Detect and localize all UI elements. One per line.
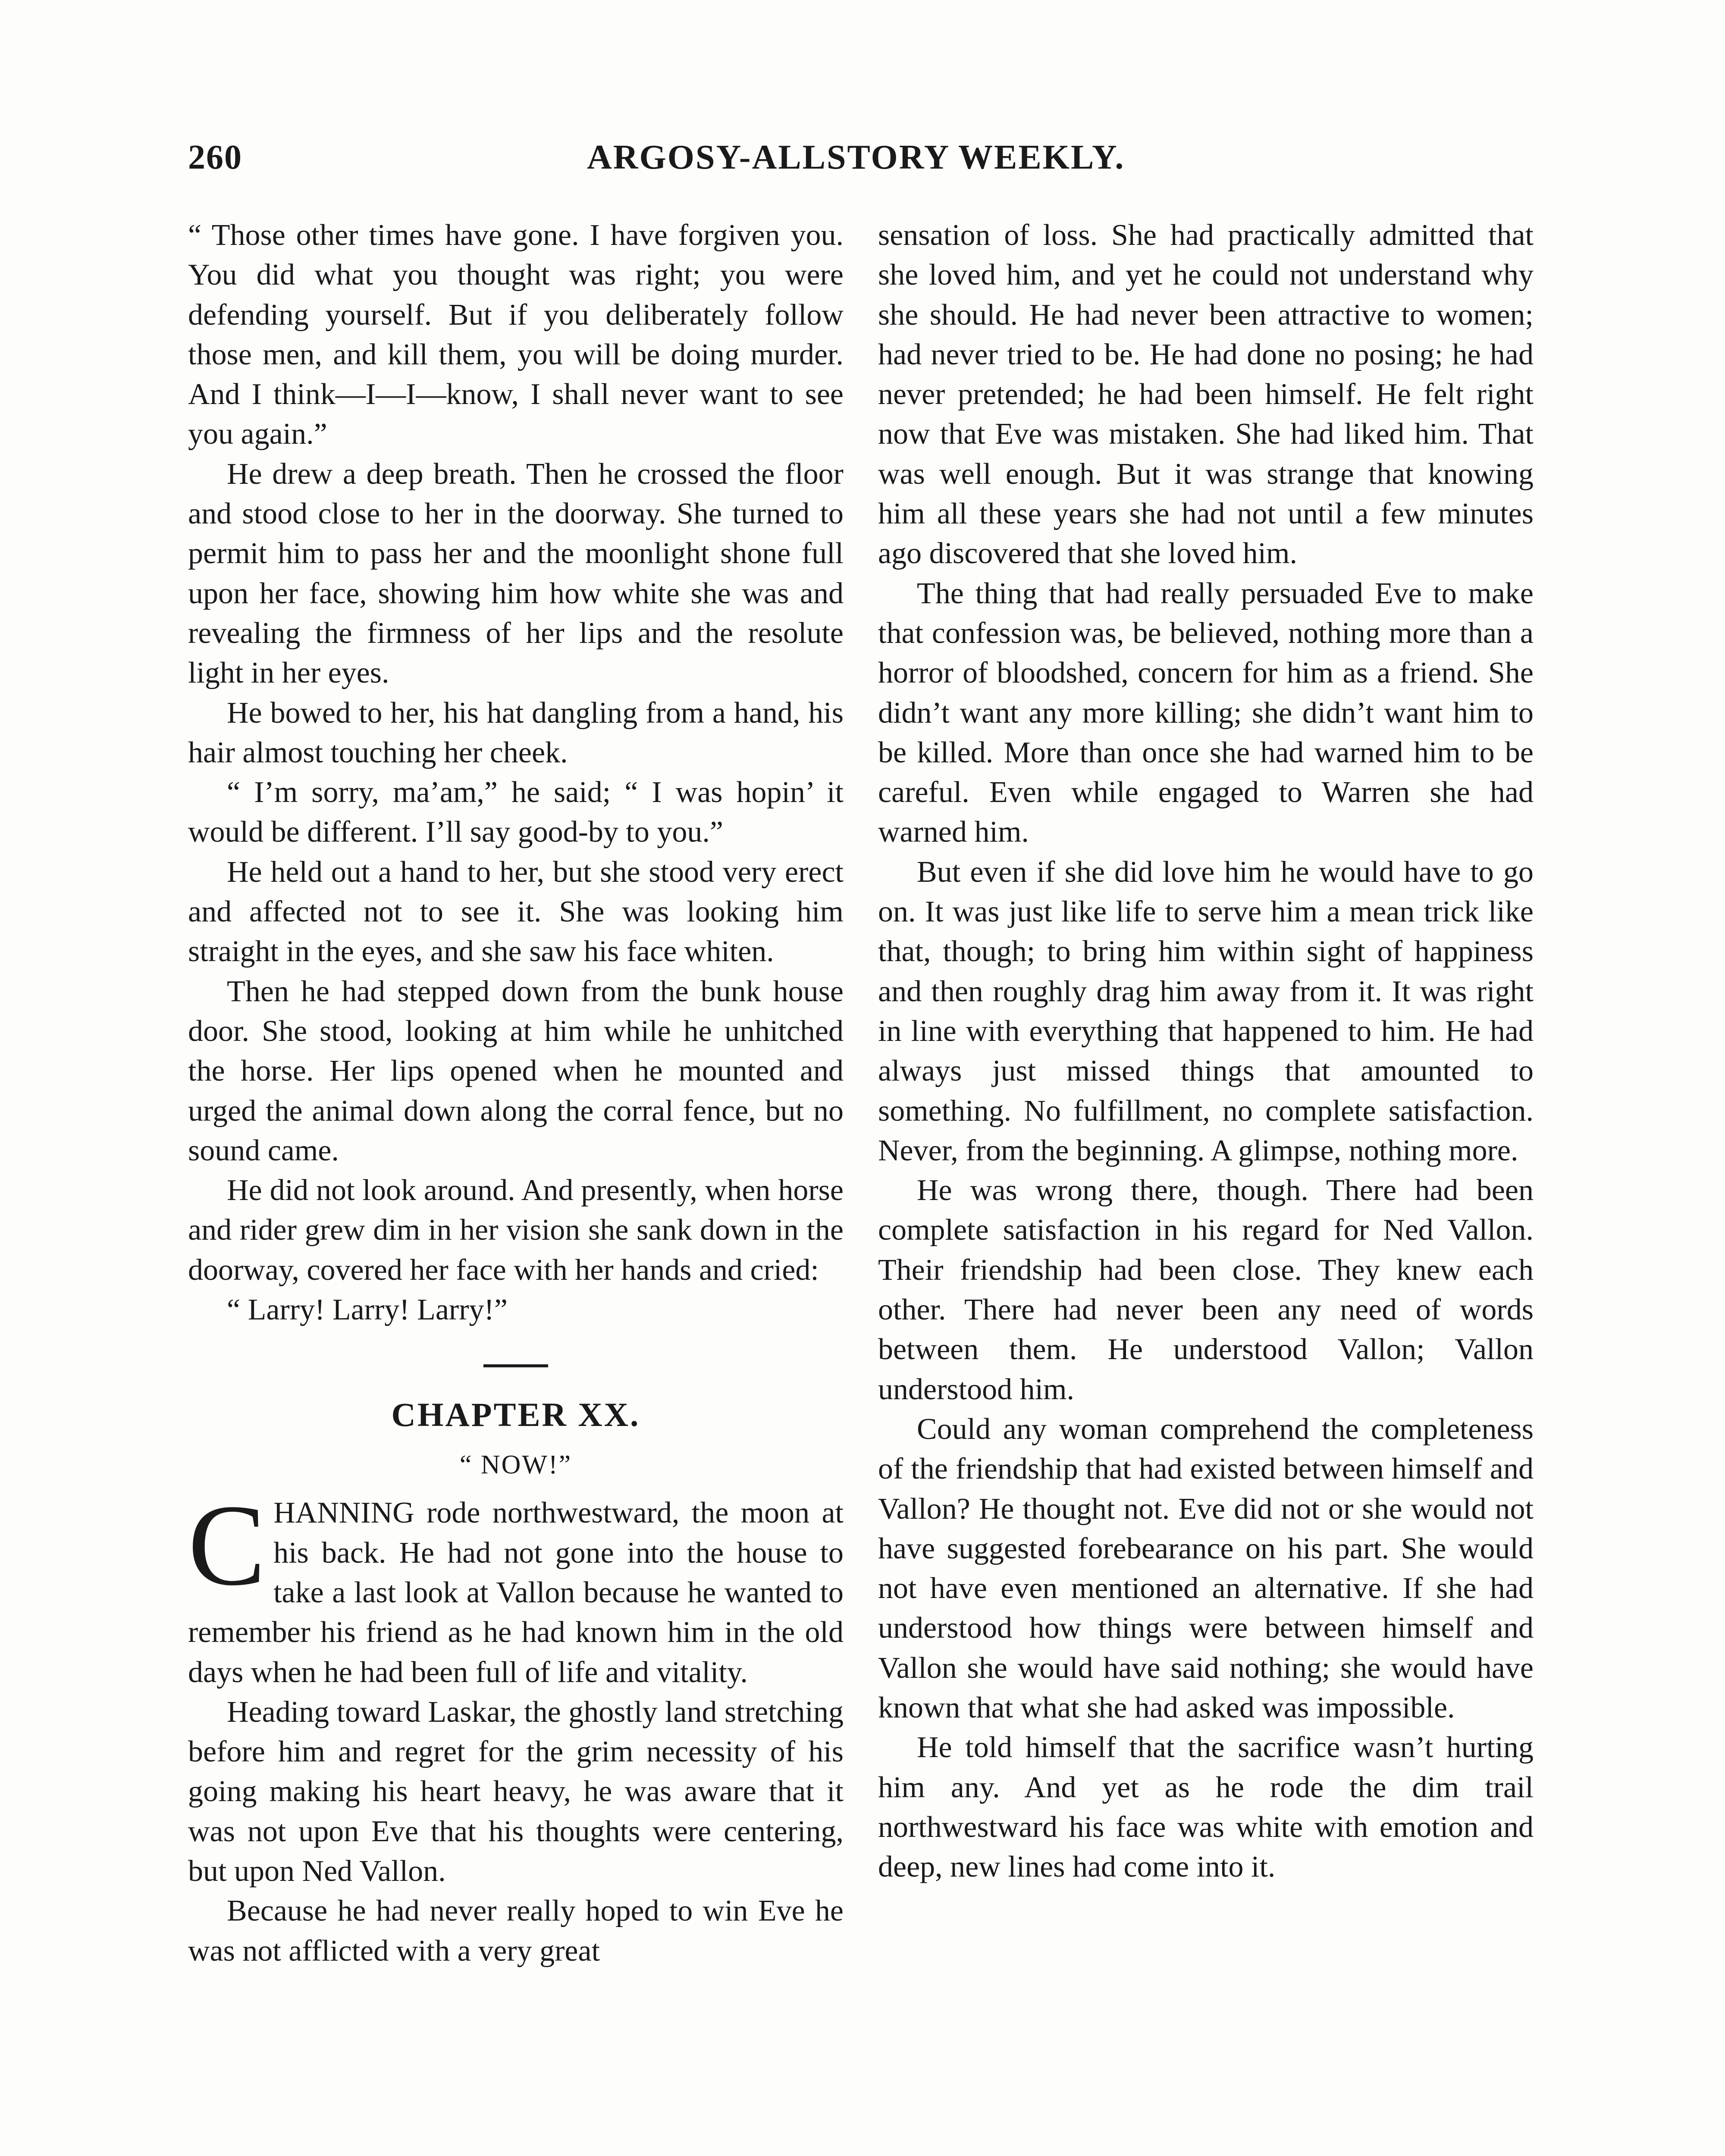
opening-paragraph bbox=[188, 1481, 844, 1692]
paragraph: “ I’m sorry, ma’am,” he said; “ I was hopin’ it would be different. I’ll say good-by to you.” bbox=[188, 776, 844, 849]
paragraph: “ Those other times have gone. I have forgiven you. You did what you thought was right; you were defending yourself. But if you deliberately follow those men, and kill them, you will be doing murder. And I think—I—I—know, I shall never want to see you again.” bbox=[188, 219, 844, 451]
paragraph: The thing that had really persuaded Eve to make that confession was, be believed, nothing more than a horror of bloodshed, concern for him as a friend. She didn’t want any more killing; she didn’t want him to be killed. More than once she had warned him to be careful. Even while engaged to Warren she had warned him. bbox=[878, 577, 1534, 849]
page-number: 260 bbox=[188, 138, 242, 176]
chapter-opening bbox=[188, 1481, 844, 1692]
paragraph: But even if she did love him he would have to go on. It was just like life to serve him a mean trick like that, though; to bring him within sight of happiness and then roughly drag him away from it. It was right in line with everything that happened to him. He had always just missed things that amounted to something. No fulfillment, no complete satisfaction. Never, from the beginning. A glimpse, nothing more. bbox=[878, 855, 1534, 1167]
paragraph: He told himself that the sacrifice wasn’t hurting him any. And yet as he rode the dim trail northwestward his face was white with emotion and deep, new lines had come into it. bbox=[878, 1731, 1534, 1884]
paragraph: Could any woman comprehend the completeness of the friendship that had existed between himself and Vallon? He thought not. Eve did not or she would not have suggested forebearance on his part. She would not have even mentioned an alternative. If she had understood how things were between himself and Vallon she would have said nothing; she would have known that what she had asked was impossible. bbox=[878, 1412, 1534, 1724]
section-divider bbox=[483, 1364, 548, 1367]
paragraph: Because he had never really hoped to win Eve he was not afflicted with a very great bbox=[188, 1894, 844, 1968]
drop-cap: C bbox=[188, 1481, 266, 1610]
left-column bbox=[188, 216, 844, 1971]
paragraph: He did not look around. And presently, when horse and rider grew dim in her vision she sank down in the doorway, covered her face with her hands and cried: bbox=[188, 1174, 844, 1287]
right-column bbox=[878, 216, 1534, 1887]
journal-title: ARGOSY-ALLSTORY WEEKLY. bbox=[587, 138, 1125, 176]
paragraph: “ Larry! Larry! Larry!” bbox=[227, 1293, 508, 1327]
paragraph: He drew a deep breath. Then he crossed the floor and stood close to her in the doorway. She turned to permit him to pass her and the moonlight shone full upon her face, showing him how white she was and revealing the firmness of her lips and the resolute light in her eyes. bbox=[188, 457, 844, 690]
paragraph: Heading toward Laskar, the ghostly land stretching before him and regret for the grim necessity of his going making his heart heavy, he was aware that it was not upon Eve that his thoughts were centering, but upon Ned Vallon. bbox=[188, 1695, 844, 1888]
chapter-heading: CHAPTER XX. bbox=[391, 1396, 640, 1434]
paragraph: He bowed to her, his hat dangling from a hand, his hair almost touching her cheek. bbox=[188, 696, 844, 769]
running-head bbox=[188, 138, 1538, 185]
opening-text: HANNING rode northwestward, the moon at his back. He had not gone into the house to take a last look at Vallon because he wanted to remember his friend as he had known him in the old days when he had been full of life and vitality. bbox=[188, 1496, 844, 1689]
chapter-subtitle: “ NOW!” bbox=[459, 1450, 572, 1480]
paragraph: He held out a hand to her, but she stood very erect and affected not to see it. She was looking him straight in the eyes, and she saw his face whiten. bbox=[188, 855, 844, 968]
paragraph: Then he had stepped down from the bunk house door. She stood, looking at him while he unhitched the horse. Her lips opened when he mounted and urged the animal down along the corral fence, but no sound came. bbox=[188, 975, 844, 1167]
paragraph: He was wrong there, though. There had been complete satisfaction in his regard for Ned Vallon. Their friendship had been close. They knew each other. There had never been any need of words between them. He understood Vallon; Vallon understood him. bbox=[878, 1174, 1534, 1406]
paragraph-continuation: sensation of loss. She had practically admitted that she loved him, and yet he could not understand why she should. He had never been attractive to women; had never tried to be. He had done no posing; he had never pretended; he had been himself. He felt right now that Eve was mistaken. She had liked him. That was well enough. But it was strange that knowing him all these years she had not until a few minutes ago discovered that she loved him. bbox=[878, 219, 1534, 570]
